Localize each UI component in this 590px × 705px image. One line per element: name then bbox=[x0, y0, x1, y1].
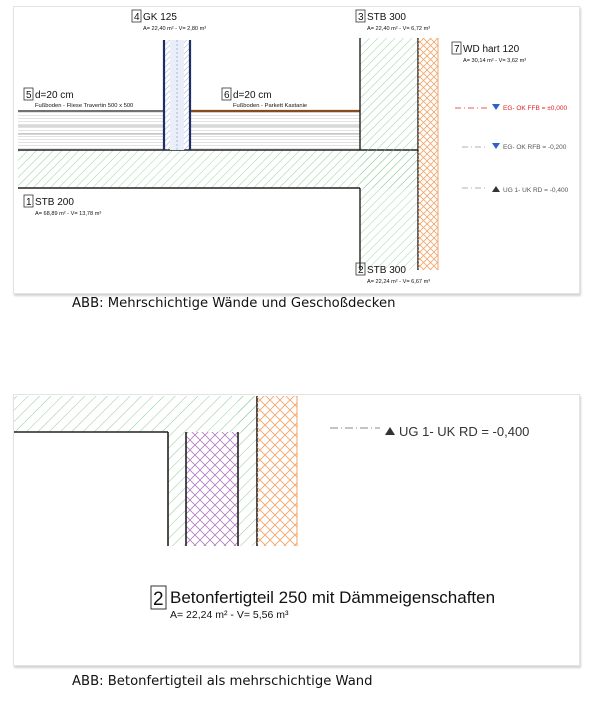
fig2-level-marker bbox=[385, 427, 395, 435]
label-wd-hart: WD hart 120 bbox=[463, 44, 520, 55]
label-gk125-sub: A= 22,40 m² - V= 2,80 m³ bbox=[143, 26, 207, 32]
label-floor-left-sub: Fußboden - Fliese Travertin 500 x 500 bbox=[35, 103, 134, 109]
fig2-insulation-outer bbox=[257, 396, 297, 546]
level-marker-ugrd bbox=[492, 186, 500, 192]
tag-num-stb200: 1 bbox=[26, 197, 32, 208]
fig2-label-sub: A= 22,24 m² - V= 5,56 m³ bbox=[170, 609, 289, 621]
label-stb200: STB 200 bbox=[35, 197, 74, 208]
level-marker-ffb bbox=[492, 104, 500, 110]
wall-stb300 bbox=[360, 38, 418, 270]
fig2-label-name: Betonfertigteil 250 mit Dämmeigenschaften bbox=[170, 588, 496, 607]
fig2-wall-outer bbox=[238, 396, 257, 546]
tag-num-gk125: 4 bbox=[134, 12, 140, 23]
level-label-ffb: EG- OK FFB = ±0,000 bbox=[503, 105, 568, 112]
figure-2-caption: ABB: Betonfertigteil als mehrschichtige Wand bbox=[72, 674, 373, 689]
fig2-insulation-core bbox=[186, 432, 238, 546]
label-stb300-bottom-sub: A= 22,24 m² - V= 6,67 m³ bbox=[367, 279, 431, 285]
label-floor-right-sub: Fußboden - Parkett Kastanie bbox=[233, 103, 308, 109]
label-wd-hart-sub: A= 30,14 m² - V= 3,62 m³ bbox=[463, 58, 527, 64]
label-stb300-bottom: STB 300 bbox=[367, 265, 406, 276]
level-label-rfb: EG- OK RFB = -0,200 bbox=[503, 144, 567, 151]
floor-buildup-left bbox=[18, 112, 163, 150]
label-stb300-top-sub: A= 22,40 m² - V= 6,72 m³ bbox=[367, 26, 431, 32]
fig2-precast-inner bbox=[168, 432, 186, 546]
label-floor-left: d=20 cm bbox=[35, 90, 74, 101]
figure-1-drawing bbox=[0, 0, 590, 300]
insulation-wd-hart bbox=[418, 38, 438, 270]
tag-num-floor-left: 5 bbox=[26, 90, 32, 101]
tag-num-stb300-bottom: 2 bbox=[358, 265, 364, 276]
figure-1-caption: ABB: Mehrschichtige Wände und Geschoßdecken bbox=[72, 296, 396, 311]
tag-num-floor-right: 6 bbox=[224, 90, 230, 101]
slab-stb200 bbox=[18, 150, 418, 188]
fig2-slab bbox=[14, 396, 257, 432]
fig2-level-label: UG 1- UK RD = -0,400 bbox=[399, 424, 530, 439]
tag-num-wd-hart: 7 bbox=[454, 44, 460, 55]
label-floor-right: d=20 cm bbox=[233, 90, 272, 101]
floor-buildup-right bbox=[190, 112, 360, 150]
label-stb200-sub: A= 68,89 m² - V= 13,78 m³ bbox=[35, 211, 102, 217]
level-marker-rfb bbox=[492, 143, 500, 149]
figure-2-drawing bbox=[0, 390, 590, 690]
tag-num-stb300-top: 3 bbox=[358, 12, 364, 23]
label-stb300-top: STB 300 bbox=[367, 12, 406, 23]
level-label-ugrd: UG 1- UK RD = -0,400 bbox=[503, 187, 569, 194]
fig2-tag-num: 2 bbox=[153, 589, 164, 610]
label-gk125: GK 125 bbox=[143, 12, 177, 23]
